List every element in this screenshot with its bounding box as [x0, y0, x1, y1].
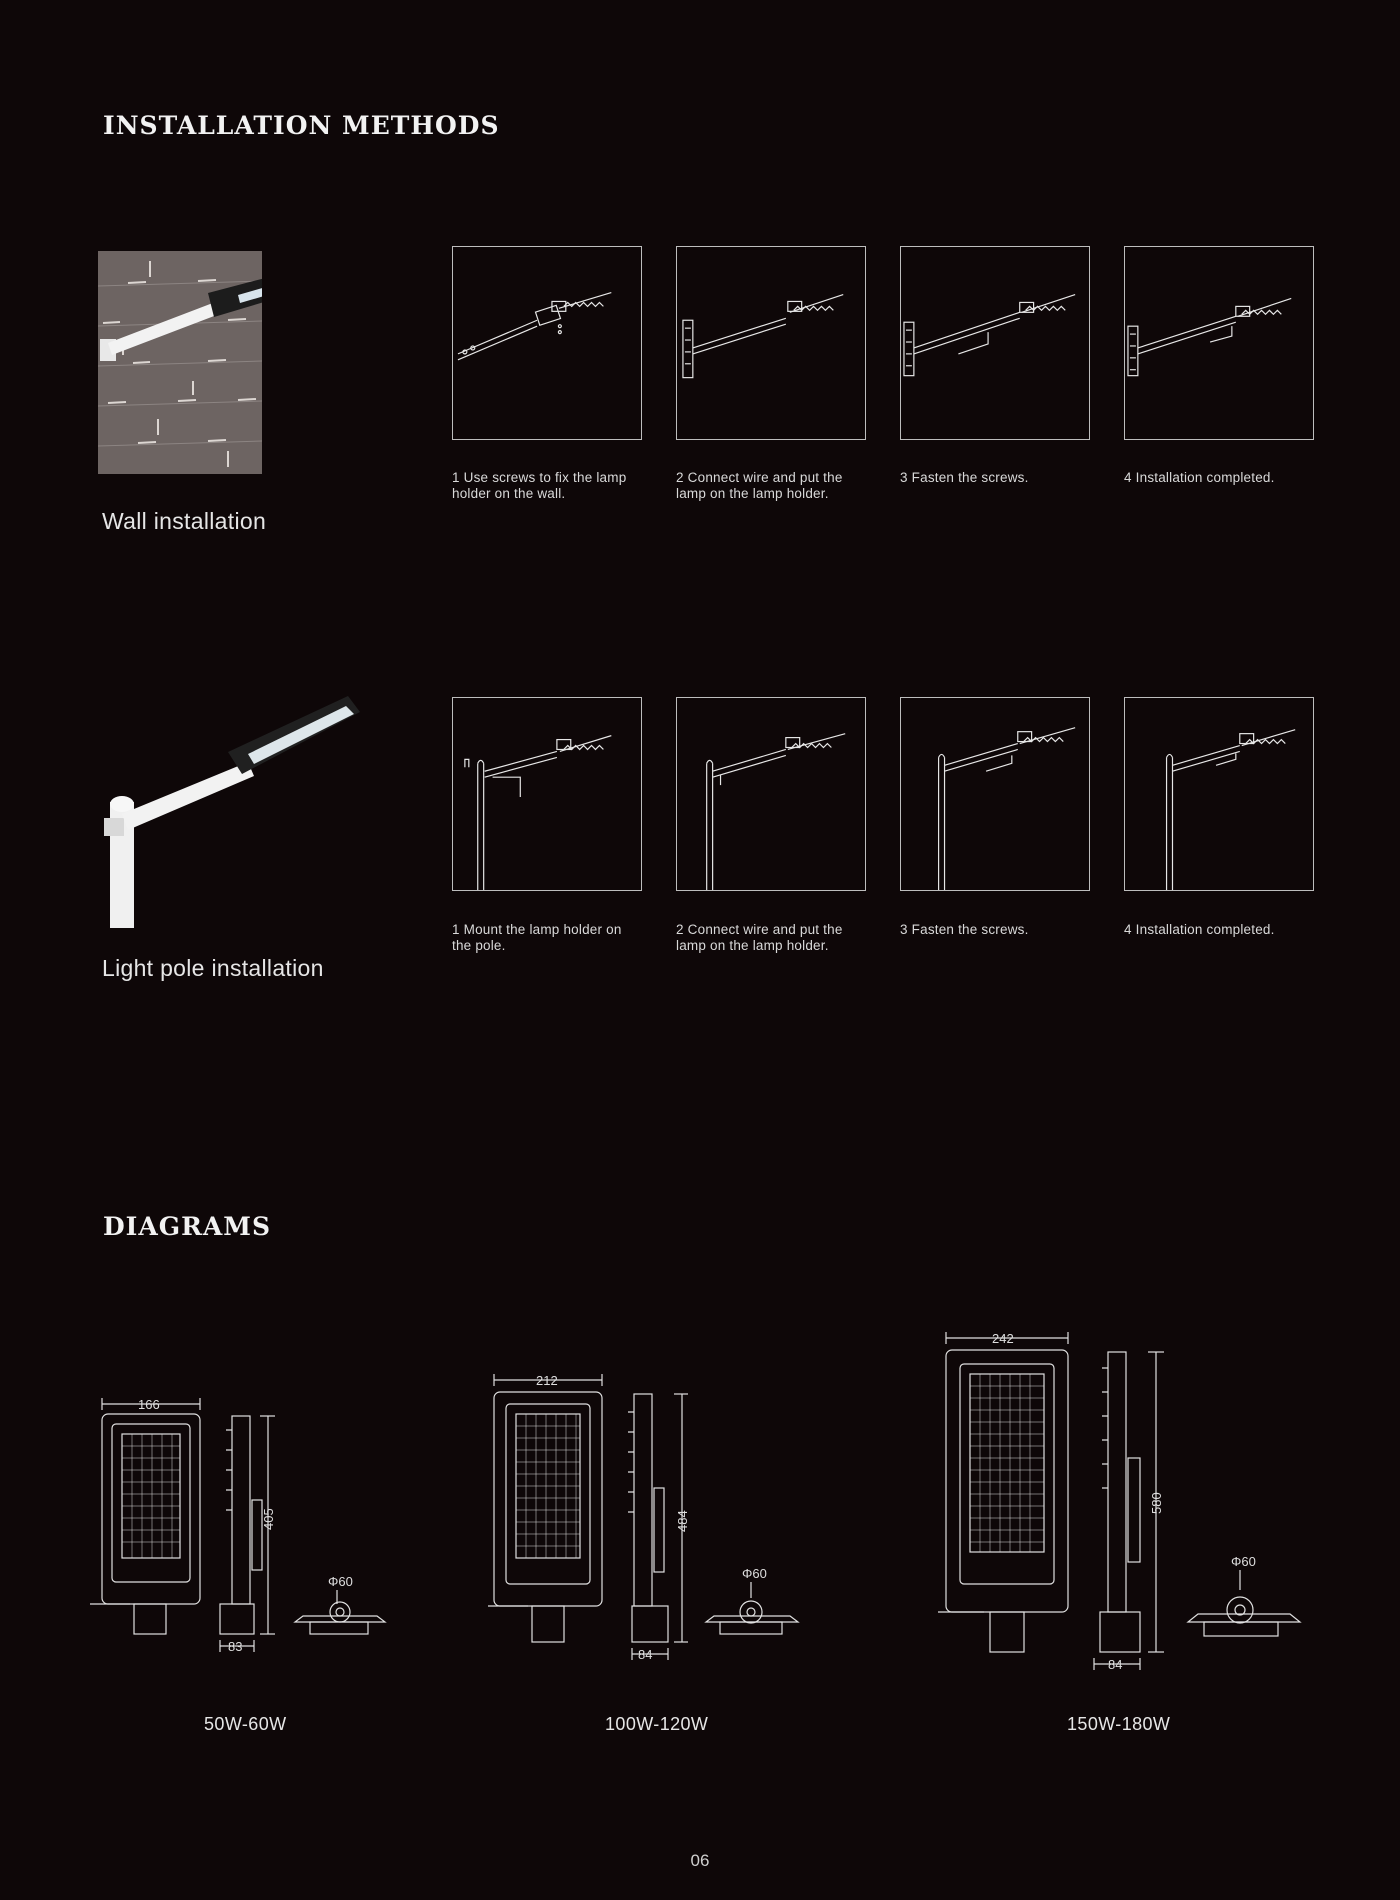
- wall-step-2-drawing: [676, 246, 866, 440]
- pole-installation-label: Light pole installation: [102, 955, 324, 981]
- diagram-150w-180w: [936, 1328, 1326, 1678]
- pole-step-1-drawing: [452, 697, 642, 891]
- pole-installation-photo: [98, 692, 428, 928]
- length-dimension-label: 484: [675, 1510, 690, 1532]
- pole-step-2-caption: 2 Connect wire and put the lamp on the lamp holder.: [676, 922, 843, 953]
- model-label-50w-60w: 50W-60W: [204, 1714, 287, 1734]
- wall-step-3-caption: 3 Fasten the screws.: [900, 470, 1029, 485]
- model-label-150w-180w: 150W-180W: [1067, 1714, 1171, 1734]
- pole-step-4-drawing: [1124, 697, 1314, 891]
- wall-step-1-drawing: [452, 246, 642, 440]
- length-dimension-label: 580: [1149, 1492, 1164, 1514]
- width-dimension-label: 242: [992, 1331, 1014, 1346]
- wall-installation-photo: [98, 251, 262, 474]
- pole-step-2-drawing: [676, 697, 866, 891]
- installation-methods-title: INSTALLATION METHODS: [103, 111, 500, 140]
- model-label-100w-120w: 100W-120W: [605, 1714, 709, 1734]
- pole-step-3-drawing: [900, 697, 1090, 891]
- length-dimension-label: 405: [261, 1508, 276, 1530]
- pole-step-1-caption: 1 Mount the lamp holder on the pole.: [452, 922, 622, 953]
- wall-step-4-caption: 4 Installation completed.: [1124, 470, 1275, 485]
- page-number: 06: [690, 1851, 710, 1870]
- pole-diameter-label: Φ60: [1231, 1554, 1256, 1569]
- pole-step-3-caption: 3 Fasten the screws.: [900, 922, 1029, 937]
- diagrams-title: DIAGRAMS: [103, 1212, 272, 1241]
- width-dimension-label: 166: [138, 1397, 160, 1412]
- wall-step-3-drawing: [900, 246, 1090, 440]
- pole-diameter-label: Φ60: [328, 1574, 353, 1589]
- wall-installation-label: Wall installation: [102, 508, 267, 534]
- depth-dimension-label: 84: [1108, 1657, 1123, 1672]
- depth-dimension-label: 84: [638, 1647, 653, 1662]
- wall-step-4-drawing: [1124, 246, 1314, 440]
- pole-step-4-caption: 4 Installation completed.: [1124, 922, 1275, 937]
- pole-diameter-label: Φ60: [742, 1566, 767, 1581]
- diagram-50w-60w: [90, 1390, 420, 1680]
- width-dimension-label: 212: [536, 1373, 558, 1388]
- wall-step-2-caption: 2 Connect wire and put the lamp on the lamp holder.: [676, 470, 843, 501]
- diagram-100w-120w: [488, 1372, 828, 1672]
- depth-dimension-label: 83: [228, 1639, 243, 1654]
- wall-step-1-caption: 1 Use screws to fix the lamp holder on the wall.: [452, 470, 627, 501]
